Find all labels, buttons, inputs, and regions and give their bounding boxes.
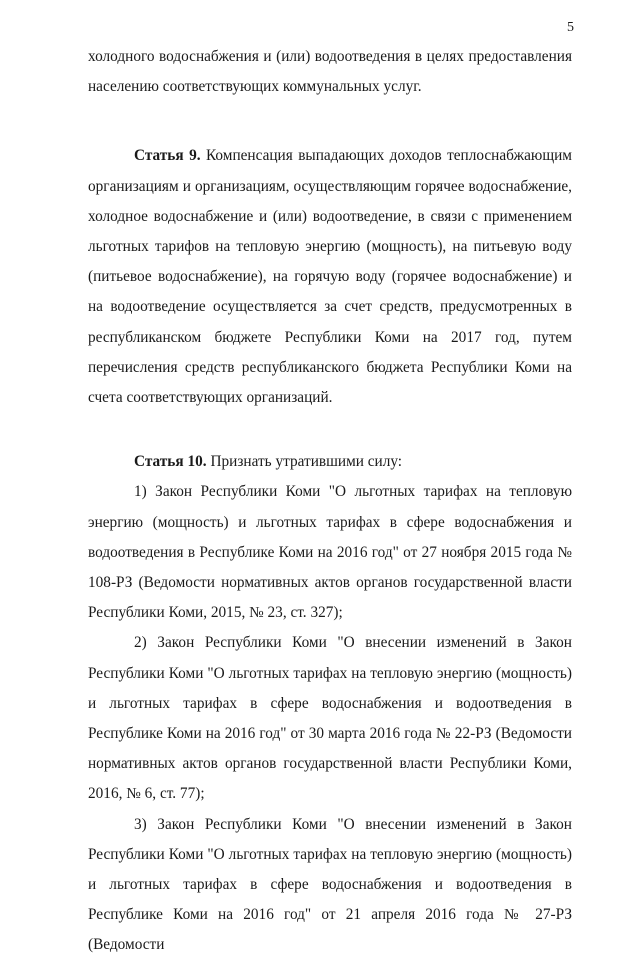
page-number: 5 — [567, 20, 574, 35]
article-9-title: Статья 9. — [134, 147, 201, 165]
document-body — [88, 42, 572, 961]
spacer — [88, 413, 572, 447]
list-item: 1) Закон Республики Коми "О льготных тарифах на тепловую энергию (мощность) и льготных тарифах в сфере водоснабжения и водоотведения в Республике Коми на 2016 год" от 27 ноября 2015 года № 108-РЗ (Ведомости нормативных актов органов государственной власти Республики Коми, 2015, № 23, ст. 327); — [88, 483, 572, 622]
intro-paragraph: холодного водоснабжения и (или) водоотведения в целях предоставления населению соответствующих коммунальных услуг. — [88, 48, 572, 96]
list-item: 2) Закон Республики Коми "О внесении изменений в Закон Республики Коми "О льготных тарифах на тепловую энергию (мощность) и льготных тарифах в сфере водоснабжения и водоотведения в Республике Коми на 2016 год" от 30 марта 2016 года № 22-РЗ (Ведомости нормативных актов органов государственной власти Республики Коми, 2016, № 6, ст. 77); — [88, 634, 572, 803]
list-item: 3) Закон Республики Коми "О внесении изменений в Закон Республики Коми "О льготных тарифах на тепловую энергию (мощность) и льготных тарифах в сфере водоснабжения и водоотведения в Республике Коми на 2016 год" от 21 апреля 2016 года № 27-РЗ (Ведомости — [88, 815, 572, 954]
article-10-heading — [88, 447, 572, 477]
article-10-title: Статья 10. — [134, 453, 207, 471]
article-9-paragraph — [88, 141, 572, 413]
article-9-text: Компенсация выпадающих доходов теплоснабжающим организациям и организациям, осуществляющим горячее водоснабжение, холодное водоснабжение и (или) водоотведение, в связи с применением льготных тарифов на тепловую энергию (мощность), на питьевую воду (питьевое водоснабжение), на горячую воду (горячее водоснабжение) и на водоотведение осуществляется за счет средств, предусмотренных в республиканском бюджете Республики Коми на 2017 год, путем перечисления средств республиканского бюджета Республики Коми на счета соответствующих организаций. — [88, 147, 572, 407]
spacer — [88, 102, 572, 141]
article-10-text: Признать утратившими силу: — [210, 453, 403, 471]
